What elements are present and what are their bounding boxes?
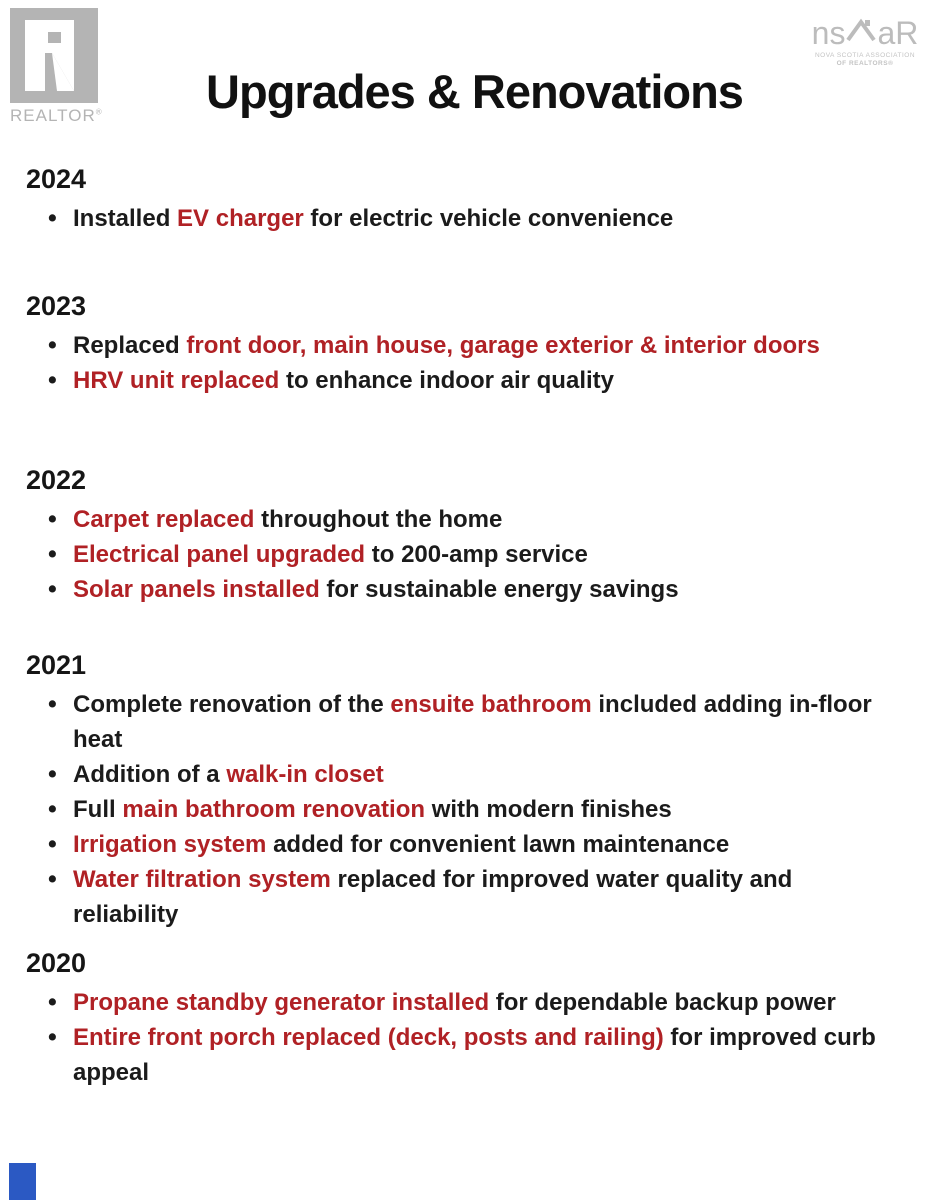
year-section-2021 xyxy=(26,650,903,932)
highlighted-text: HRV unit replaced xyxy=(73,367,280,394)
highlighted-text: Electrical panel upgraded xyxy=(73,541,366,568)
plain-text: to enhance indoor air quality xyxy=(279,367,614,394)
highlighted-text: Carpet replaced xyxy=(73,506,255,533)
upgrade-item xyxy=(26,537,903,572)
year-heading: 2022 xyxy=(26,465,87,495)
highlighted-text: ensuite bathroom xyxy=(390,691,592,718)
upgrade-item xyxy=(26,687,903,757)
nsar-subtitle xyxy=(811,52,919,68)
year-section-2023 xyxy=(26,291,903,398)
upgrade-item xyxy=(26,757,903,792)
nsar-logo xyxy=(811,16,919,68)
highlighted-text: Solar panels installed xyxy=(73,576,320,603)
plain-text: for improved curb appeal xyxy=(73,1024,876,1086)
year-heading: 2020 xyxy=(26,948,87,978)
year-heading: 2023 xyxy=(26,291,87,321)
highlighted-text: Water filtration system xyxy=(73,866,331,893)
upgrade-list xyxy=(26,328,903,398)
upgrade-item xyxy=(26,328,903,363)
year-section-2020 xyxy=(26,948,903,1090)
upgrade-item xyxy=(26,572,903,607)
year-section-2022 xyxy=(26,465,903,607)
highlighted-text: main bathroom renovation xyxy=(122,796,426,823)
upgrade-item xyxy=(26,201,903,236)
registered-mark: ® xyxy=(95,107,103,117)
flyer-header xyxy=(0,0,927,158)
nsar-ar-text: aR xyxy=(877,15,919,51)
highlighted-text: Propane standby generator installed xyxy=(73,989,490,1016)
plain-text: for dependable backup power xyxy=(489,989,836,1016)
house-roof-icon xyxy=(846,14,876,48)
nsar-ns-text: ns xyxy=(811,15,846,51)
upgrade-item xyxy=(26,827,903,862)
plain-text: with modern finishes xyxy=(425,796,672,823)
plain-text: included adding in-floor heat xyxy=(73,691,872,753)
plain-text: Replaced xyxy=(73,332,187,359)
year-heading: 2021 xyxy=(26,650,87,680)
upgrade-item xyxy=(26,985,903,1020)
plain-text: Full xyxy=(73,796,123,823)
upgrade-list xyxy=(26,985,903,1090)
highlighted-text: walk-in closet xyxy=(226,761,384,788)
nsar-logo-word xyxy=(811,16,919,50)
plain-text: Installed xyxy=(73,205,178,232)
upgrade-item xyxy=(26,862,903,932)
nsar-subtitle-line1: NOVA SCOTIA ASSOCIATION xyxy=(814,52,916,59)
plain-text: for sustainable energy savings xyxy=(319,576,679,603)
upgrade-list xyxy=(26,201,903,236)
upgrade-list xyxy=(26,502,903,607)
upgrade-list xyxy=(26,687,903,932)
corner-accent xyxy=(9,1163,36,1200)
plain-text: replaced for improved water quality and reliability xyxy=(73,866,793,928)
plain-text: added for convenient lawn maintenance xyxy=(266,831,730,858)
year-section-2024 xyxy=(26,164,903,236)
highlighted-text: Irrigation system xyxy=(73,831,267,858)
year-heading: 2024 xyxy=(26,164,87,194)
plain-text: Addition of a xyxy=(73,761,227,788)
highlighted-text: EV charger xyxy=(177,205,304,232)
highlighted-text: front door, main house, garage exterior & interior doors xyxy=(186,332,820,359)
highlighted-text: Entire front porch replaced (deck, posts and railing) xyxy=(73,1024,664,1051)
page-title: Upgrades & Renovations xyxy=(206,65,743,118)
timeline-sections xyxy=(0,158,927,1090)
upgrade-item xyxy=(26,363,903,398)
realtor-logo-label: REALTOR® xyxy=(10,106,103,125)
upgrade-item xyxy=(26,502,903,537)
upgrade-item xyxy=(26,1020,903,1090)
plain-text: for electric vehicle convenience xyxy=(303,205,674,232)
plain-text: Complete renovation of the xyxy=(73,691,391,718)
plain-text: throughout the home xyxy=(254,506,503,533)
plain-text: to 200-amp service xyxy=(365,541,588,568)
nsar-subtitle-line2: OF REALTORS® xyxy=(836,60,894,67)
upgrade-item xyxy=(26,792,903,827)
